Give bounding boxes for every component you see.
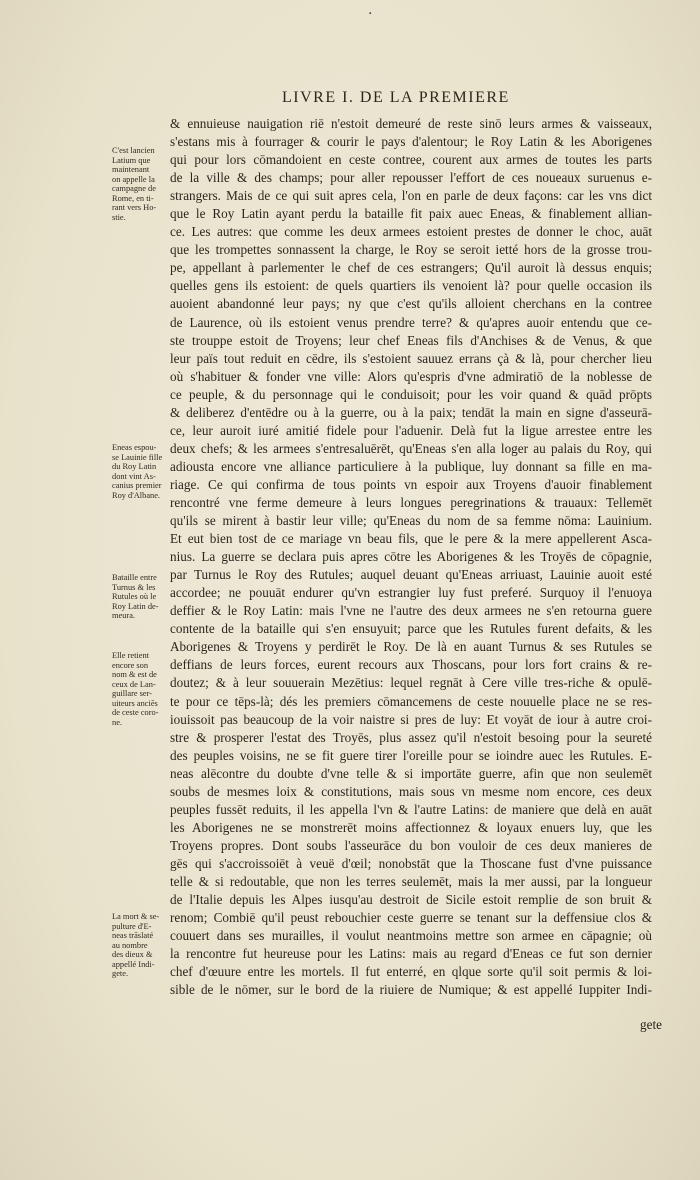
text-line: strangers. Mais de ce qui suit apres cela, l'on en parle de deux façons: car les vns dict [170,188,652,204]
marginal-note-line: stie. [112,212,126,222]
text-line: de la ville & des champs; pour aller repousser l'effort de ces noueaux suruenus e- [170,170,652,186]
text-line: rencontré vne ferme demeure à leurs longues peregrinations & trauaux: Tellemēt [170,494,652,510]
marginal-note [112,443,166,500]
text-line: chef d'œuure entre les mortels. Il fut enterré, en qlque sorte qu'il soit permis & loi- [170,964,652,980]
marginal-note [112,912,166,979]
marginal-note-line: campagne de [112,184,156,193]
running-title: LIVRE I. DE LA PREMIERE [282,89,510,106]
marginal-note-line: des dieux & [112,950,153,959]
text-line: adiousta encore vne alliance particuliere à la publique, luy donnant sa fille en ma- [170,458,652,474]
text-line: stre & prosperer l'estat des Troyēs, plus assez qu'il n'estoit besoing pour la seureté [170,729,652,745]
marginal-note-line: Bataille entre [112,573,157,582]
marginal-note-line: meura. [112,611,136,620]
marginal-note-line: au nombre [112,940,148,950]
text-line: que le Roy Latin ayant perdu la bataille fit paix auec Eneas, & finablement allian- [170,206,652,222]
marginal-note-line: Eneas espou- [112,443,157,452]
text-line: & ennuieuse nauigation riē n'estoit demeuré de reste sinō leurs armes & vaisseaux, [170,116,652,131]
text-line: iouissoit pas beaucoup de la voir naistre si pres de luy: Et voyāt de iour à autre croi- [170,711,652,727]
marginal-note [112,146,166,222]
marginal-note-line: Turnus & les [112,582,156,592]
marginal-note-line: Rutules où le [112,592,157,601]
text-line: ce, leur auroit iuré amitié fidele pour l'aduenir. Delà fut la ligue arrestee entre les [170,422,652,438]
text-line: deux chefs; & les armees s'entresaluērēt, qu'Eneas s'en alla loger au palais du Roy, qui [170,440,652,456]
text-line: qui pour lors cōmandoient en ceste contree, courent aux armes de toutes les parts [170,152,652,168]
top-mark: . [368,2,373,18]
text-line: auoient abandonné leur pays; ny que c'est qu'ils alloient cherchans en la contree [170,296,652,312]
marginal-note-line: Roy Latin de- [112,601,159,611]
marginal-note-line: pulture d'E- [112,921,152,931]
text-line: où s'habituer & fonder vne ville: Alors qu'espris d'vne admiratiō de la noblesse de [170,368,652,384]
text-line: sible de le nōmer, sur le bord de la riuiere de Numique; & est appellé Iuppiter Indi- [170,982,652,998]
text-line: des peuples voisins, ne se fit guere tirer l'oreille pour se ioindre auec les Rutules. E- [170,747,652,763]
text-line: s'estans mis à fourrager & courir le pays d'alentour; le Roy Latin & les Aborigenes [170,134,652,150]
marginal-note-line: du Roy Latin [112,462,157,471]
text-line: peuples fussēt reduits, il les appella l'vn & l'autre Latins: de maniere que delà en auāt [170,801,652,817]
text-line: nius. La guerre se declara puis apres cōtre les Aborigenes & les Troyēs de cōpagnie, [170,549,652,565]
body-text [170,115,652,999]
marginal-note-line: Elle retient [112,651,149,660]
text-line: accordee; ne pouuāt endurer qu'vn estrangier luy fust preferé. Surquoy il l'enuoya [170,585,652,601]
text-line: renom; Combiē qu'il peust rebouchier ceste guerre se tenant sur la deffensiue clos & [170,910,652,926]
marginal-note-line: encore son [112,660,149,670]
text-line: & deliberez d'entēdre ou à la guerre, ou à la paix; tendāt la main en signe d'asseurā- [170,404,652,420]
text-line: ce. Les autres: que comme les deux armees estoient prestes de donner le choc, auāt [170,224,652,240]
marginal-note-line: dont vint As- [112,471,156,481]
text-line: la rencontre fut heureuse pour les Latins: mais au regard d'Eneas ce fut son dernier [170,946,652,962]
text-line: Et eut bien tost de ce mariage vn beau fils, que le pere & la mere appellerent Asca- [170,531,652,547]
marginal-note-line: de ceste coro- [112,708,159,717]
marginal-note-line: se Lauinie fille [112,452,163,462]
marginal-note-line: C'est lancien [112,146,155,155]
text-line: pe, appellant à parlementer le chef de ces estrangers; Qu'il auroit là dessus enquis; [170,260,652,276]
marginal-note [112,651,166,727]
marginal-note-line: Latium que [112,155,151,165]
text-line: de l'Italie depuis les Alpes iusqu'au destroit de Sicile estoit remplie de son bruit & [170,892,652,908]
marginal-note-line: ne. [112,717,122,727]
marginal-note-line: La mort & se- [112,912,160,921]
text-line: Aborigenes & Troyens y perdirēt le Roy. De là en auant Turnus & ses Rutules se [170,639,652,655]
marginal-note-line: canius premier [112,481,162,490]
text-line: ste trouppe estoit de Troyens; leur chef Eneas fils d'Anchises & de Venus, & que [170,332,652,348]
text-line: par Turnus le Roy des Rutules; auquel deuant qu'Eneas arriuast, Lauinie auoit esté [170,567,652,583]
text-line: deffians de leurs forces, eurent recours aux Thoscans, pour lors fort crains & re- [170,657,652,673]
text-line: que les trompettes sonnassent la charge, le Roy se seroit ietté hors de la grosse trou- [170,242,652,258]
text-line: de Laurence, où ils estoient venus prendre terre? & qu'apres auoir entendu que ce- [170,314,652,330]
text-line: couuert dans ses murailles, il voulut neantmoins mettre son armee en cāpagnie; où [170,928,652,944]
marginal-note-line: Roy d'Albane. [112,490,161,500]
text-line: les Aborigenes ne se monstrerēt moins affectionnez & loyaux enuers luy, que les [170,819,652,835]
marginal-note-line: rant vers Ho- [112,203,157,212]
marginal-note [112,573,166,621]
text-line: soubs de mesmes loix & constitutions, mais sous vn mesme nom encore, ces deux [170,783,652,799]
marginal-note-line: on appelle la [112,174,155,184]
text-line: qu'ils se mirent à bastir leur ville; qu'Eneas du nom de sa femme nōma: Lauinium. [170,513,652,529]
text-line: deffier & le Roy Latin: mais l'vne ne l'autre des deux armees ne s'en retourna guere [170,603,652,619]
text-line: doutez; & à leur souuerain Mezētius: lequel regnāt à Cere ville tres-riche & opulē- [170,675,652,691]
text-line: riage. Ce qui confirma de tous points vn espoir aux Troyens d'auoir finablement [170,476,652,492]
text-line: contente de la bataille qui s'en ensuyuit; parce que les Rutules furent defaits, & les [170,621,652,637]
marginal-note-line: gete. [112,969,129,978]
text-line: gēs qui s'accroissoiēt à veuë d'œil; nonobstāt que la Thoscane fust d'vne puissance [170,855,652,871]
text-line: telle & si redoutable, que non les terres seulemēt, mais la mer aussi, par la longueur [170,873,652,889]
text-line: neas alēcontre du doubte d'vne telle & si importāte guerre, afin que non seulemēt [170,765,652,781]
marginal-note-line: guillare ser- [112,689,153,698]
text-line: te pour ce tēps-là; dés les premiers cōmancemens de ceste nouuelle place ne se res- [170,693,652,709]
marginal-note-line: Rome, en ti- [112,193,154,203]
marginal-note-line: uiteurs anciēs [112,698,158,708]
text-line: quelles gens ils estoient: de quels quartiers ils venoient là? pour quelle occasion ils [170,278,652,294]
marginal-note-line: nom & est de [112,670,157,679]
text-line: Troyens propres. Dont soubs l'asseurāce du bon vouloir de ces deux manieres de [170,837,652,853]
marginal-note-line: maintenant [112,165,150,174]
marginal-note-line: neas trāslaté [112,931,154,940]
catchword: gete [640,1017,662,1032]
text-line: ce peuple, & du personnage qui le conduisoit; pour les voir quand & quād prōpts [170,386,652,402]
marginal-note-line: ceux de Lan- [112,679,156,689]
marginal-note-line: appellé Indi- [112,959,155,969]
text-line: leur païs tout reduit en cēdre, ils s'estoient sauuez errans çà & là, pour chercher lieu [170,350,652,366]
